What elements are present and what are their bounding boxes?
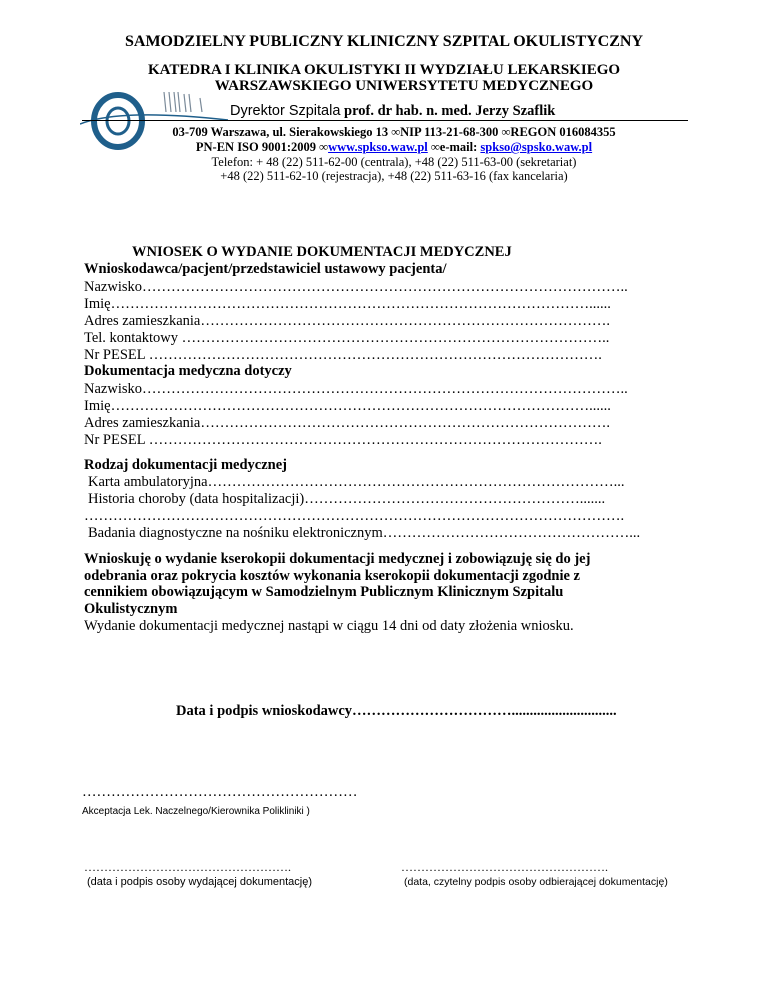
patient-pesel-field[interactable]: Nr PESEL ………………………………………………………………………………….	[84, 432, 602, 448]
patient-heading: Dokumentacja medyczna dotyczy	[84, 363, 292, 379]
director-line	[230, 103, 555, 120]
website-link[interactable]: www.spkso.waw.pl	[328, 140, 428, 154]
applicant-phone-field[interactable]: Tel. kontaktowy ……………………………………………………………………………..	[84, 330, 610, 346]
acceptance-signature-line[interactable]: …………………………………………………	[82, 784, 358, 800]
request-line-2: odebrania oraz pokrycia kosztów wykonania kserokopii dokumentacji zgodnie z	[84, 567, 580, 584]
phone-line-1: Telefon: + 48 (22) 511-62-00 (centrala), +48 (22) 511-63-00 (sekretariat)	[211, 155, 577, 169]
applicant-heading: Wnioskodawca/pacjent/przedstawiciel ustawowy pacjenta/	[84, 261, 447, 277]
patient-address-field[interactable]: Adres zamieszkania………………………………………………………………………….	[84, 415, 610, 431]
director-prefix: Dyrektor Szpitala	[230, 103, 341, 119]
iso-prefix: PN-EN ISO 9001:2009 ∞	[195, 140, 329, 154]
applicant-first-name-field[interactable]: Imię………………………………………………………………………………………......	[84, 296, 611, 312]
issuer-signature-line[interactable]: …………………………………………….	[84, 860, 291, 874]
acceptance-caption: Akceptacja Lek. Naczelnego/Kierownika Polikliniki )	[82, 806, 310, 817]
receiver-caption: (data, czytelny podpis osoby odbierającej dokumentację)	[404, 876, 668, 888]
applicant-signature[interactable]: Data i podpis wnioskodawcy…………………………….............................	[176, 703, 617, 719]
doc-type-heading: Rodzaj dokumentacji medycznej	[84, 457, 287, 473]
applicant-address-field[interactable]: Adres zamieszkania………………………………………………………………………….	[84, 313, 610, 329]
patient-first-name-field[interactable]: Imię………………………………………………………………………………………......	[84, 398, 611, 414]
request-line-3: cennikiem obowiązującym w Samodzielnym Publicznym Klinicznym Szpitalu	[84, 584, 564, 600]
request-line-4: Okulistycznym	[84, 600, 178, 617]
contact-line	[10, 140, 768, 155]
applicant-pesel-field[interactable]: Nr PESEL ………………………………………………………………………………….	[84, 347, 602, 363]
phone-line-2: +48 (22) 511-62-10 (rejestracja), +48 (22) 511-63-16 (fax kancelaria)	[220, 169, 568, 183]
request-line-1: Wnioskuję o wydanie kserokopii dokumentacji medycznej i zobowiązuję się do jej	[84, 551, 591, 567]
request-paragraph	[84, 551, 590, 617]
form-title: WNIOSEK O WYDANIE DOKUMENTACJI MEDYCZNEJ	[132, 244, 512, 260]
applicant-surname-field[interactable]: Nazwisko………………………………………………………………………………………..	[84, 279, 628, 295]
email-link[interactable]: spkso@spsko.waw.pl	[480, 140, 593, 154]
address-line: 03-709 Warszawa, ul. Sierakowskiego 13 ∞NIP 113-21-68-300 ∞REGON 016084355	[172, 125, 616, 139]
electronic-tests-field[interactable]: Badania diagnostyczne na nośniku elektronicznym……………………………………………...	[88, 525, 641, 541]
medical-history-extra-field[interactable]: ………………………………………………………………………………………………….	[84, 508, 625, 524]
hospital-name: SAMODZIELNY PUBLICZNY KLINICZNY SZPITAL OKULISTYCZNY	[124, 33, 644, 50]
department-line-2: WARSZAWSKIEGO UNIWERSYTETU MEDYCZNEGO	[214, 78, 594, 94]
outpatient-card-field[interactable]: Karta ambulatoryjna…………………………………………………………………………...	[88, 474, 625, 490]
header-divider	[82, 120, 688, 121]
issuer-caption: (data i podpis osoby wydającej dokumentację)	[87, 876, 313, 888]
director-name: prof. dr hab. n. med. Jerzy Szaflik	[344, 103, 556, 119]
email-prefix: ∞e-mail:	[427, 140, 481, 154]
patient-surname-field[interactable]: Nazwisko………………………………………………………………………………………..	[84, 381, 628, 397]
issue-notice: Wydanie dokumentacji medycznej nastąpi w ciągu 14 dni od daty złożenia wniosku.	[84, 618, 574, 634]
department-line-1: KATEDRA I KLINIKA OKULISTYKI II WYDZIAŁU LEKARSKIEGO	[147, 62, 621, 78]
medical-history-field[interactable]: Historia choroby (data hospitalizacji)………………………………………………….......	[88, 491, 606, 507]
receiver-signature-line[interactable]: …………………………………………….	[401, 860, 608, 874]
